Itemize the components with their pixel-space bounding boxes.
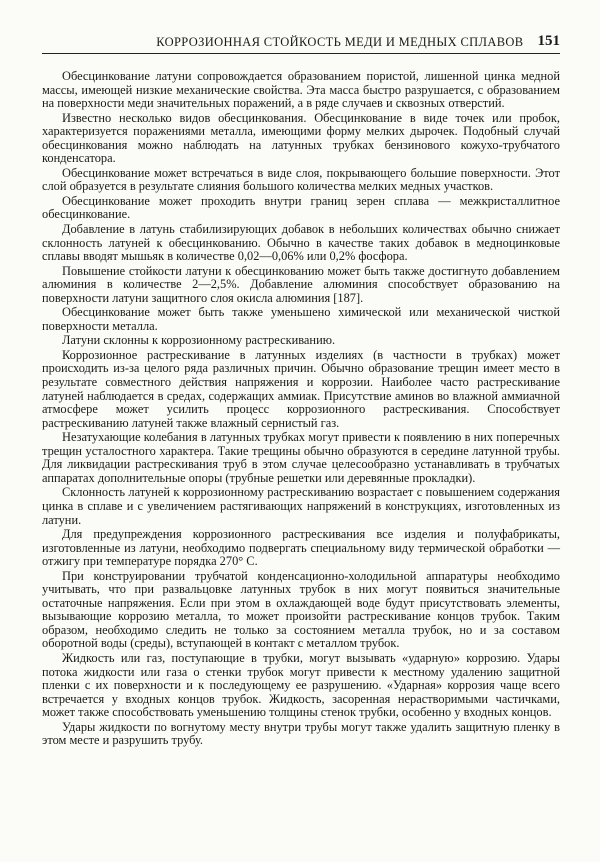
paragraph: Удары жидкости по вогнутому месту внутри трубы могут также удалить защитную пленку в этом месте и разрушить трубу. (42, 719, 560, 748)
paragraph: Добавление в латунь стабилизирующих добавок в небольших количествах обычно снижает склонность латуней к обесцинкованию. Обычно в качестве таких добавок в медноцинковые сплавы вводят мышьяк в количестве 0,02—0,06% или 0,2% фосфора. (42, 222, 560, 264)
running-title: КОРРОЗИОННАЯ СТОЙКОСТЬ МЕДИ И МЕДНЫХ СПЛАВОВ (156, 35, 524, 49)
paragraph: Латуни склонны к коррозионному растрескиванию. (62, 333, 336, 348)
page-number: 151 (537, 33, 560, 49)
paragraph: Склонность латуней к коррозионному растрескиванию возрастает с повышением содержания цинка в сплаве и с увеличением растягивающих напряжений в конструкциях, изготовленных из латуни. (42, 485, 560, 527)
paragraph: Обесцинкование может быть также уменьшено химической или механической чисткой поверхности металла. (42, 305, 560, 333)
paragraph: Обесцинкование латуни сопровождается образованием пористой, лишенной цинка медной массы, имеющей низкие механические свойства. Эта масса быстро разрушается, с образованием на поверхности меди значительных поражений, а в ряде случаев и сквозных отверстий. (42, 69, 560, 111)
paragraph: Обесцинкование может встречаться в виде слоя, покрывающего большие поверхности. Этот слой образуется в результате слияния большого количества мелких медных участков. (42, 165, 560, 194)
paragraph: Для предупреждения коррозионного растрескивания все изделия и полуфабрикаты, изготовленные из латуни, необходимо подвергать специальному виду термической обработки — отжигу при температуре порядка 270° С. (42, 527, 560, 569)
paragraph: Обесцинкование может проходить внутри границ зерен сплава — межкристаллитное обесцинкование. (42, 193, 560, 222)
paragraph: При конструировании трубчатой конденсационно-холодильной аппаратуры необходимо учитывать, что при развальцовке латунных трубок в них могут появиться значительные остаточные напряжения. Если при этом в охлаждающей воде будут присутствовать элементы, вызывающие коррозию металла, то может произойти растрескивание концов трубок. Таким образом, необходимо следить не только за состоянием металла трубок, но и за составом оборотной воды (среды), вступающей в контакт с металлом трубок. (42, 568, 560, 651)
paragraph: Коррозионное растрескивание в латунных изделиях (в частности в трубках) может происходить из-за целого ряда различных причин. Обычно образование трещин имеет место в результате совместного действия напряжения и коррозии. Наиболее часто растрескивание латуней наблюдается в средах, содержащих аммиак. Присутствие аминов во влажной аммиачной атмосфере может усилить процесс коррозионного растрескивания. Способствует растрескиванию латуней также влажный сернистый газ. (42, 347, 560, 430)
paragraph: Известно несколько видов обесцинкования. Обесцинкование в виде точек или пробок, характеризуется поражениями металла, имеющими форму мелких дырочек. Подобный случай обесцинкования можно наблюдать на латунных трубках бензинового кожухо-трубчатого конденсатора. (42, 110, 560, 166)
paragraph: Повышение стойкости латуни к обесцинкованию может быть также достигнуто добавлением алюминия в количестве 2—2,5%. Добавление алюминия способствует образованию на поверхности латуни защитного слоя окисла алюминия [187]. (42, 263, 560, 305)
page-body (42, 70, 560, 749)
paragraph: Незатухающие колебания в латунных трубках могут привести к появлению в них поперечных трещин усталостного характера. Такие трещины обычно образуются в середине латунной трубы. Для ликвидации растрескивания труб в этом случае целесообразно устанавливать в трубчатых аппаратах дополнительные опоры (трубные решетки или деревянные прокладки). (42, 430, 560, 485)
page-header (42, 28, 560, 54)
paragraph: Жидкость или газ, поступающие в трубки, могут вызывать «ударную» коррозию. Удары потока жидкости или газа о стенки трубок могут привести к местному удалению защитной пленки с их поверхности и к последующему ее разрушению. «Ударная» коррозия чаще всего встречается у входных концов трубок. Жидкость, засоренная нерастворимыми частичками, может также способствовать уменьшению толщины стенок трубки, особенно у входных концов. (42, 650, 560, 720)
